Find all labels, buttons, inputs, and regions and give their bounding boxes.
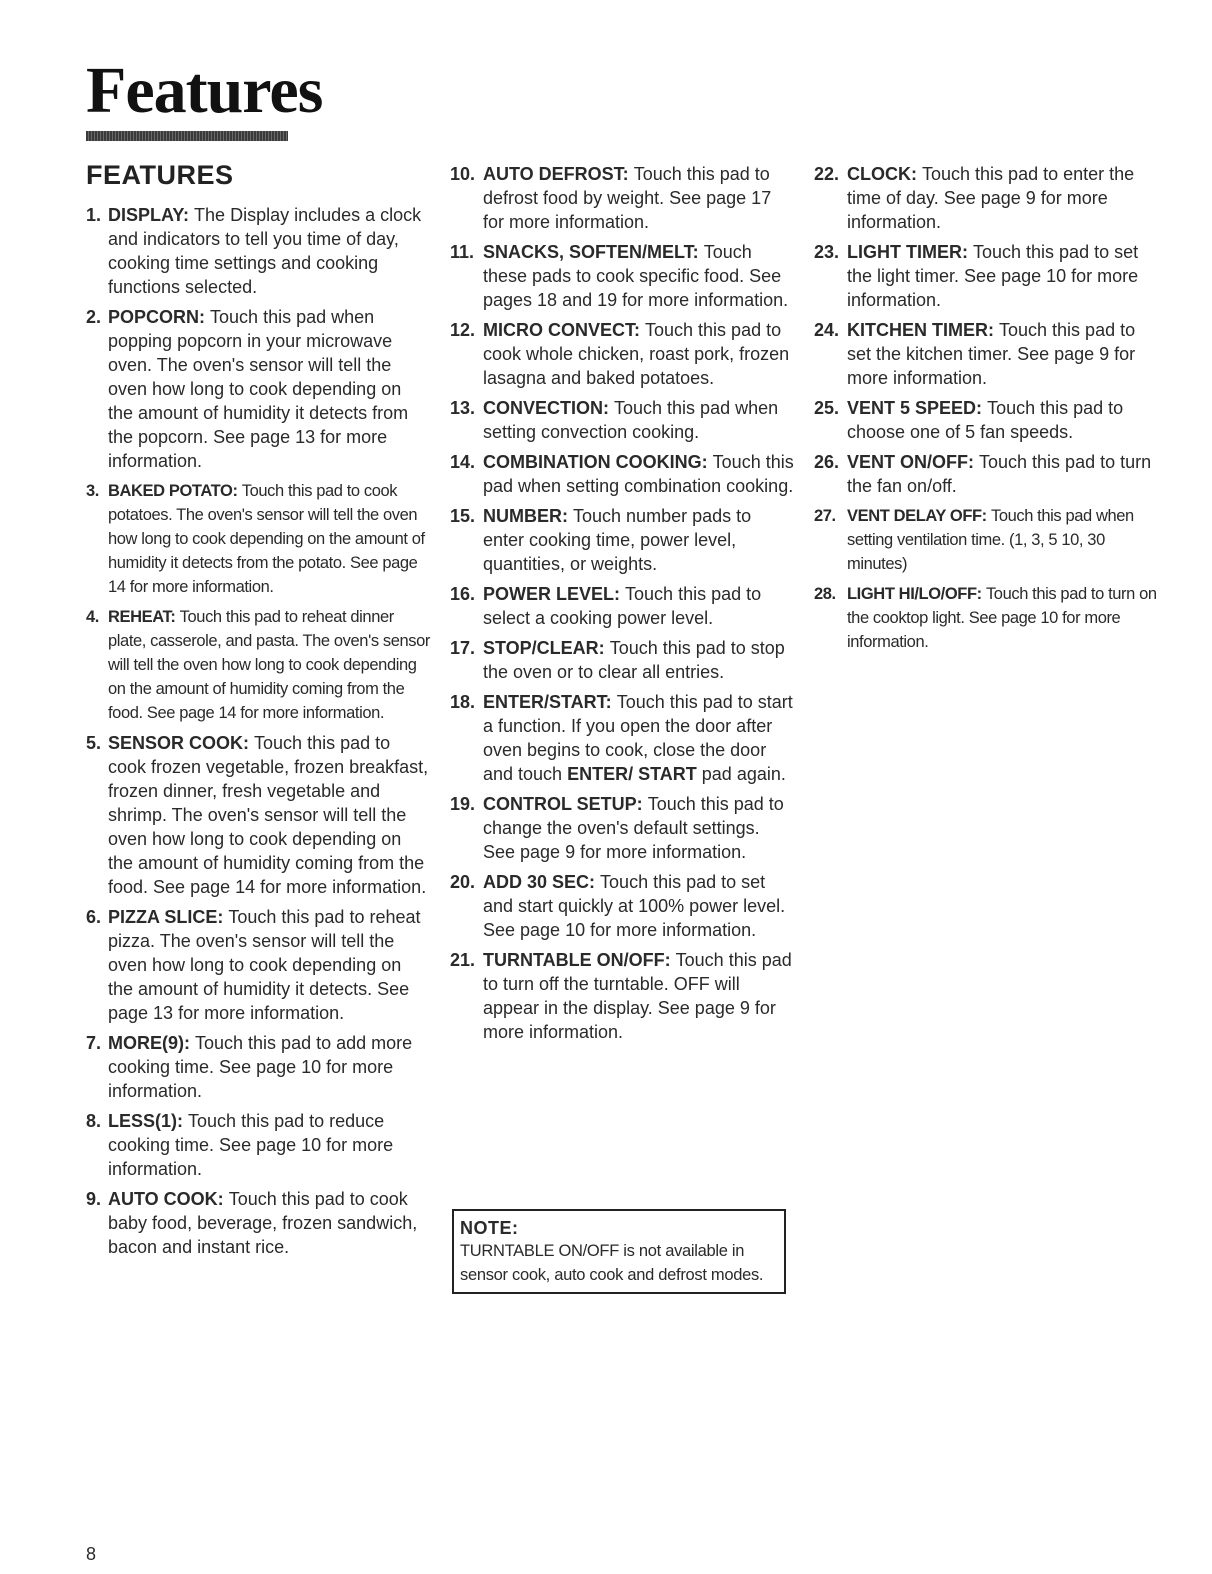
feature-label: MICRO CONVECT: (483, 320, 640, 340)
feature-label: PIZZA SLICE: (108, 907, 224, 927)
feature-label: KITCHEN TIMER: (847, 320, 994, 340)
feature-number: 16. (450, 584, 476, 604)
feature-item-11 (450, 240, 795, 312)
feature-description: Touch this pad when popping popcorn in your microwave oven. The oven's sensor will tell the oven how long to cook depending on the amount of humidity it detects from the popcorn. See page 13 for more information. (108, 307, 409, 471)
feature-description: Touch this pad to cook potatoes. The oven's sensor will tell the oven how long to cook depending on the amount of humidity it detects from the potato. See page 14 for more information. (108, 482, 425, 596)
feature-label: CONVECTION: (483, 398, 609, 418)
feature-item-28 (814, 582, 1159, 654)
feature-label: DISPLAY: (108, 205, 190, 225)
feature-label: CLOCK: (847, 164, 917, 184)
section-heading: FEATURES (86, 160, 234, 190)
note-box (452, 1209, 786, 1294)
feature-description: Touch this pad to turn off the turntable. OFF will appear in the display. See page 9 for more information. (483, 950, 792, 1042)
feature-item-21 (450, 948, 795, 1044)
feature-description: Touch this pad to reheat dinner plate, casserole, and pasta. The oven's sensor will tell the oven how long to cook depending on the amount of humidity coming from the food. See page 14 for more information. (108, 608, 430, 722)
feature-number: 27. (814, 507, 836, 525)
feature-item-14 (450, 450, 795, 498)
feature-description: Touch this pad to set the light timer. See page 10 for more information. (847, 242, 1139, 310)
feature-number: 17. (450, 638, 476, 658)
page-number: 8 (86, 1544, 97, 1564)
note-heading: NOTE: (460, 1218, 519, 1238)
feature-number: 6. (86, 907, 102, 927)
feature-item-6 (86, 905, 431, 1025)
feature-item-20 (450, 870, 795, 942)
feature-label: TURNTABLE ON/OFF: (483, 950, 671, 970)
feature-number: 7. (86, 1033, 102, 1053)
feature-description: Touch this pad to change the oven's default settings. See page 9 for more information. (483, 794, 784, 862)
feature-label: LIGHT HI/LO/OFF: (847, 585, 982, 603)
feature-item-18 (450, 690, 795, 786)
feature-description: Touch this pad to turn the fan on/off. (847, 452, 1152, 496)
feature-number: 14. (450, 452, 476, 472)
feature-description: Touch this pad to add more cooking time. See page 10 for more information. (108, 1033, 413, 1101)
feature-description: Touch this pad to cook whole chicken, roast pork, frozen lasagna and baked potatoes. (483, 320, 790, 388)
feature-label: VENT 5 SPEED: (847, 398, 983, 418)
feature-label: VENT ON/OFF: (847, 452, 974, 472)
feature-number: 21. (450, 950, 476, 970)
feature-number: 19. (450, 794, 476, 814)
feature-label: AUTO COOK: (108, 1189, 224, 1209)
feature-description: Touch this pad to stop the oven or to clear all entries. (483, 638, 785, 682)
feature-description: Touch this pad when setting ventilation time. (1, 3, 5 10, 30 minutes) (847, 507, 1134, 573)
feature-item-23 (814, 240, 1159, 312)
feature-label: AUTO DEFROST: (483, 164, 629, 184)
feature-description: The Display includes a clock and indicators to tell you time of day, cooking time settings and cooking functions selected. (108, 205, 422, 297)
feature-number: 9. (86, 1189, 102, 1209)
feature-label: COMBINATION COOKING: (483, 452, 708, 472)
feature-bold-reference: ENTER/ START (567, 764, 697, 784)
feature-number: 8. (86, 1111, 102, 1131)
feature-description: Touch this pad to defrost food by weight. See page 17 for more information. (483, 164, 772, 232)
feature-number: 10. (450, 164, 476, 184)
feature-label: REHEAT: (108, 608, 176, 626)
feature-number: 4. (86, 608, 99, 626)
feature-item-27 (814, 504, 1159, 576)
feature-item-22 (814, 162, 1159, 234)
note-text: TURNTABLE ON/OFF is not available in sensor cook, auto cook and defrost modes. (460, 1242, 764, 1284)
feature-item-3 (86, 479, 431, 599)
feature-label: STOP/CLEAR: (483, 638, 605, 658)
feature-item-7 (86, 1031, 431, 1103)
feature-number: 23. (814, 242, 840, 262)
features-column-3 (814, 162, 1159, 660)
feature-item-1 (86, 203, 431, 299)
feature-description: Touch this pad to reheat pizza. The oven's sensor will tell the oven how long to cook depending on the amount of humidity it detects. See page 13 for more information. (108, 907, 421, 1023)
feature-item-10 (450, 162, 795, 234)
feature-description: Touch this pad to cook frozen vegetable, frozen breakfast, frozen dinner, fresh vegetable and shrimp. The oven's sensor will tell the oven how long to cook depending on the amount of humidity coming from the food. See page 14 for more information. (108, 733, 429, 897)
feature-number: 28. (814, 585, 836, 603)
feature-number: 13. (450, 398, 476, 418)
feature-item-2 (86, 305, 431, 473)
feature-item-26 (814, 450, 1159, 498)
title-rule-divider (86, 131, 288, 141)
feature-description: Touch this pad to cook baby food, beverage, frozen sandwich, bacon and instant rice. (108, 1189, 418, 1257)
features-column-2 (450, 162, 795, 1050)
feature-item-5 (86, 731, 431, 899)
feature-number: 18. (450, 692, 476, 712)
feature-number: 22. (814, 164, 840, 184)
feature-item-9 (86, 1187, 431, 1259)
feature-item-4 (86, 605, 431, 725)
feature-number: 1. (86, 205, 102, 225)
feature-label: MORE(9): (108, 1033, 190, 1053)
feature-item-15 (450, 504, 795, 576)
feature-description: Touch this pad to choose one of 5 fan speeds. (847, 398, 1124, 442)
feature-number: 2. (86, 307, 102, 327)
feature-number: 15. (450, 506, 476, 526)
feature-number: 12. (450, 320, 476, 340)
feature-label: LIGHT TIMER: (847, 242, 968, 262)
page-title: Features (86, 54, 323, 127)
feature-label: POWER LEVEL: (483, 584, 621, 604)
feature-description: Touch this pad when setting combination cooking. (483, 452, 794, 496)
feature-description: Touch these pads to cook specific food. See pages 18 and 19 for more information. (483, 242, 789, 310)
feature-item-16 (450, 582, 795, 630)
feature-number: 20. (450, 872, 476, 892)
feature-description: Touch this pad when setting convection cooking. (483, 398, 779, 442)
feature-number: 25. (814, 398, 840, 418)
feature-number: 3. (86, 482, 99, 500)
feature-label: ENTER/START: (483, 692, 612, 712)
feature-number: 26. (814, 452, 840, 472)
feature-item-24 (814, 318, 1159, 390)
feature-description: Touch this pad to start a function. If you open the door after oven begins to cook, close the door and touch (483, 692, 793, 784)
feature-description: Touch this pad to set and start quickly at 100% power level. See page 10 for more information. (483, 872, 786, 940)
feature-item-8 (86, 1109, 431, 1181)
feature-label: VENT DELAY OFF: (847, 507, 987, 525)
feature-description: Touch this pad to enter the time of day. See page 9 for more information. (847, 164, 1135, 232)
feature-label: NUMBER: (483, 506, 568, 526)
feature-label: POPCORN: (108, 307, 206, 327)
feature-description: Touch this pad to reduce cooking time. See page 10 for more information. (108, 1111, 394, 1179)
features-column-1 (86, 203, 431, 1265)
feature-item-13 (450, 396, 795, 444)
feature-description: Touch this pad to turn on the cooktop light. See page 10 for more information. (847, 585, 1157, 651)
feature-number: 5. (86, 733, 102, 753)
feature-description: Touch this pad to set the kitchen timer. See page 9 for more information. (847, 320, 1136, 388)
feature-label: BAKED POTATO: (108, 482, 238, 500)
feature-number: 24. (814, 320, 840, 340)
feature-item-19 (450, 792, 795, 864)
feature-label: CONTROL SETUP: (483, 794, 643, 814)
feature-item-12 (450, 318, 795, 390)
feature-item-17 (450, 636, 795, 684)
feature-label: LESS(1): (108, 1111, 184, 1131)
feature-description: Touch number pads to enter cooking time, power level, quantities, or weights. (483, 506, 752, 574)
feature-label: SENSOR COOK: (108, 733, 250, 753)
feature-label: ADD 30 SEC: (483, 872, 596, 892)
feature-description-tail: pad again. (701, 764, 786, 784)
feature-label: SNACKS, SOFTEN/MELT: (483, 242, 699, 262)
feature-number: 11. (450, 242, 475, 262)
feature-item-25 (814, 396, 1159, 444)
feature-description: Touch this pad to select a cooking power level. (483, 584, 762, 628)
